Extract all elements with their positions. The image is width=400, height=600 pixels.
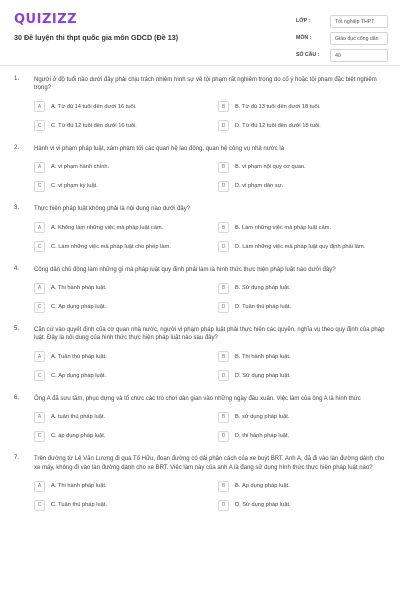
option-text: C. Tuân thủ pháp luật. <box>51 502 107 509</box>
answer-option-a <box>34 351 204 363</box>
option-letter-box: B <box>218 283 229 294</box>
answer-option-a <box>34 222 204 234</box>
meta-label: SỐ CÂU : <box>296 52 320 58</box>
answer-option-c <box>34 180 204 192</box>
option-letter-box: A <box>34 351 45 362</box>
option-text: D. Từ đủ 12 tuổi đến dưới 18 tuổi. <box>235 122 321 129</box>
option-text: B. Làm những việc mà pháp luật cấm. <box>235 224 332 231</box>
answer-options <box>34 480 388 511</box>
option-text: C. Làm những việc mà pháp luật cho phép làm. <box>51 243 171 250</box>
question-number: 7. <box>14 455 20 462</box>
option-text: A. Từ đủ 14 tuổi đến dưới 16 tuổi. <box>51 103 137 110</box>
option-letter-box: C <box>34 500 45 511</box>
header-divider <box>0 65 400 66</box>
option-text: C. Áp dụng pháp luật. <box>51 304 107 311</box>
question-number: 3. <box>14 205 20 212</box>
option-letter-box: D <box>218 241 229 252</box>
question-text: Căn cứ vào quyết định của cơ quan nhà nước, người vi phạm pháp luật phải thực hiện các quyền, nghĩa vụ theo quy định của pháp luật. Đây là nội dung của hình thức thực hiện pháp luật nào sau đây? <box>34 327 385 342</box>
question-number: 2. <box>14 144 20 151</box>
question-5 <box>0 326 400 382</box>
option-letter-box: A <box>34 481 45 492</box>
option-letter-box: D <box>218 302 229 313</box>
option-text: A. vi phạm hành chính. <box>51 164 110 171</box>
question-3 <box>0 205 400 252</box>
answer-option-d <box>218 120 388 132</box>
answer-option-c <box>34 120 204 132</box>
question-2 <box>0 145 400 192</box>
page-title: 30 Đề luyện thi thpt quốc gia môn GDCD (Đề 13) <box>14 33 179 42</box>
answer-options <box>34 411 388 442</box>
option-letter-box: C <box>34 302 45 313</box>
answer-option-b <box>218 161 388 173</box>
question-text: Trên đường từ Lê Văn Lương đi qua Tố Hữu, đoạn đường có dải phân cách của xe buýt BRT. Anh A, đã đi vào làn đường dành cho xe máy, không đi vào làn đường dành cho xe BRT. Việc làm này của anh A là đang sử dụng hình thức thực hiện pháp luật nào? <box>34 456 385 471</box>
option-text: B. Áp dụng pháp luật. <box>235 483 290 490</box>
option-letter-box: C <box>34 431 45 442</box>
option-letter-box: C <box>34 370 45 381</box>
option-letter-box: D <box>218 370 229 381</box>
option-text: A. Thi hành pháp luật. <box>51 285 107 292</box>
question-text: Ông A đã sưu tầm, phục dựng và tổ chức các trò chơi dân gian vào những ngày đầu xuân. Việc làm của ông A là hình thức <box>34 395 361 402</box>
option-letter-box: C <box>34 181 45 192</box>
answer-option-b <box>218 282 388 294</box>
option-text: B. sử dụng pháp luật. <box>235 414 290 421</box>
question-6 <box>0 395 400 442</box>
option-letter-box: B <box>218 351 229 362</box>
answer-options <box>34 351 388 382</box>
answer-options <box>34 161 388 192</box>
option-letter-box: B <box>218 162 229 173</box>
answer-option-a <box>34 282 204 294</box>
option-letter-box: D <box>218 120 229 131</box>
answer-option-d <box>218 301 388 313</box>
option-letter-box: C <box>34 120 45 131</box>
answer-option-d <box>218 430 388 442</box>
question-number: 5. <box>14 326 20 333</box>
meta-value: Giáo dục công dân <box>330 32 388 45</box>
option-letter-box: B <box>218 481 229 492</box>
answer-options <box>34 101 388 132</box>
option-text: B. Sử dụng pháp luật. <box>235 285 291 292</box>
answer-options <box>34 282 388 313</box>
answer-option-d <box>218 241 388 253</box>
meta-row-class <box>296 13 388 29</box>
option-text: C. vi phạm kỷ luật. <box>51 183 98 190</box>
option-text: A. Không làm những việc mà pháp luật cấm. <box>51 224 164 231</box>
option-text: D. Sử dụng pháp luật. <box>235 502 291 509</box>
option-letter-box: A <box>34 412 45 423</box>
question-number: 4. <box>14 265 20 272</box>
answer-option-a <box>34 161 204 173</box>
question-number: 1. <box>14 76 20 82</box>
option-letter-box: D <box>218 181 229 192</box>
answer-option-b <box>218 480 388 492</box>
worksheet-header <box>0 0 400 62</box>
option-letter-box: A <box>34 162 45 173</box>
answer-option-b <box>218 351 388 363</box>
answer-option-c <box>34 499 204 511</box>
worksheet-meta <box>296 13 388 64</box>
answer-option-c <box>34 370 204 382</box>
option-text: D. Tuân thủ pháp luật. <box>235 304 291 311</box>
answer-option-a <box>34 101 204 113</box>
option-text: D. thi hành pháp luật. <box>235 433 290 440</box>
option-text: A. tuân thủ pháp luật. <box>51 414 106 421</box>
quizizz-logo: QUIZIZZ <box>14 12 78 27</box>
question-text: Thực hiện pháp luật không phải là nội dung nào dưới đây? <box>34 206 191 213</box>
answer-option-d <box>218 499 388 511</box>
meta-row-subject <box>296 30 388 46</box>
option-letter-box: B <box>218 412 229 423</box>
option-text: B. vi phạm nội quy cơ quan. <box>235 164 306 171</box>
option-text: C. áp dụng pháp luật. <box>51 433 106 440</box>
option-text: C. Từ đủ 12 tuổi đến dưới 16 tuổi. <box>51 122 137 129</box>
answer-option-c <box>34 301 204 313</box>
meta-value: 40 <box>330 49 388 62</box>
meta-label: MÔN : <box>296 35 312 41</box>
option-letter-box: C <box>34 241 45 252</box>
option-letter-box: B <box>218 101 229 112</box>
option-letter-box: A <box>34 283 45 294</box>
option-letter-box: B <box>218 222 229 233</box>
question-number: 6. <box>14 394 20 401</box>
option-letter-box: A <box>34 101 45 112</box>
option-letter-box: A <box>34 222 45 233</box>
question-1 <box>0 76 400 132</box>
meta-value: Tốt nghiệp THPT <box>330 15 388 28</box>
answer-option-c <box>34 430 204 442</box>
answer-options <box>34 222 388 253</box>
answer-option-b <box>218 101 388 113</box>
option-text: B. Thi hành pháp luật. <box>235 353 291 360</box>
answer-option-b <box>218 411 388 423</box>
meta-row-question-count <box>296 47 388 63</box>
option-text: D. Sử dụng pháp luật. <box>235 372 291 379</box>
answer-option-a <box>34 480 204 492</box>
option-letter-box: D <box>218 500 229 511</box>
answer-option-c <box>34 241 204 253</box>
option-text: C. Áp dụng pháp luật. <box>51 372 107 379</box>
option-text: D. Làm những việc mà pháp luật quy định phải làm. <box>235 243 366 250</box>
option-text: B. Từ đủ 13 tuổi đến dưới 18 tuổi. <box>235 103 321 110</box>
answer-option-a <box>34 411 204 423</box>
question-text: Công dân chủ động làm những gì mà pháp luật quy định phải làm là hình thức thực hiện pháp luật nào dưới đây? <box>34 266 336 273</box>
answer-option-d <box>218 370 388 382</box>
answer-option-d <box>218 180 388 192</box>
option-text: D. vi phạm dân sự. <box>235 183 284 190</box>
answer-option-b <box>218 222 388 234</box>
question-text: Hành vi vi phạm pháp luật, xâm phạm tới các quan hệ lao động, quan hệ công vụ nhà nước là <box>34 145 285 152</box>
option-text: A. Thi hành pháp luật. <box>51 483 107 490</box>
option-letter-box: D <box>218 431 229 442</box>
question-text: Người ở độ tuổi nào dưới đây phải chịu trách nhiệm hình sự về tội phạm rất nghiêm trọng do cố ý hoặc tội phạm đặc biệt nghiêm trọng? <box>34 77 377 92</box>
question-7 <box>0 455 400 511</box>
question-4 <box>0 266 400 313</box>
question-list <box>0 76 400 524</box>
option-text: A. Tuân thủ pháp luật. <box>51 353 107 360</box>
meta-label: LỚP : <box>296 18 311 24</box>
